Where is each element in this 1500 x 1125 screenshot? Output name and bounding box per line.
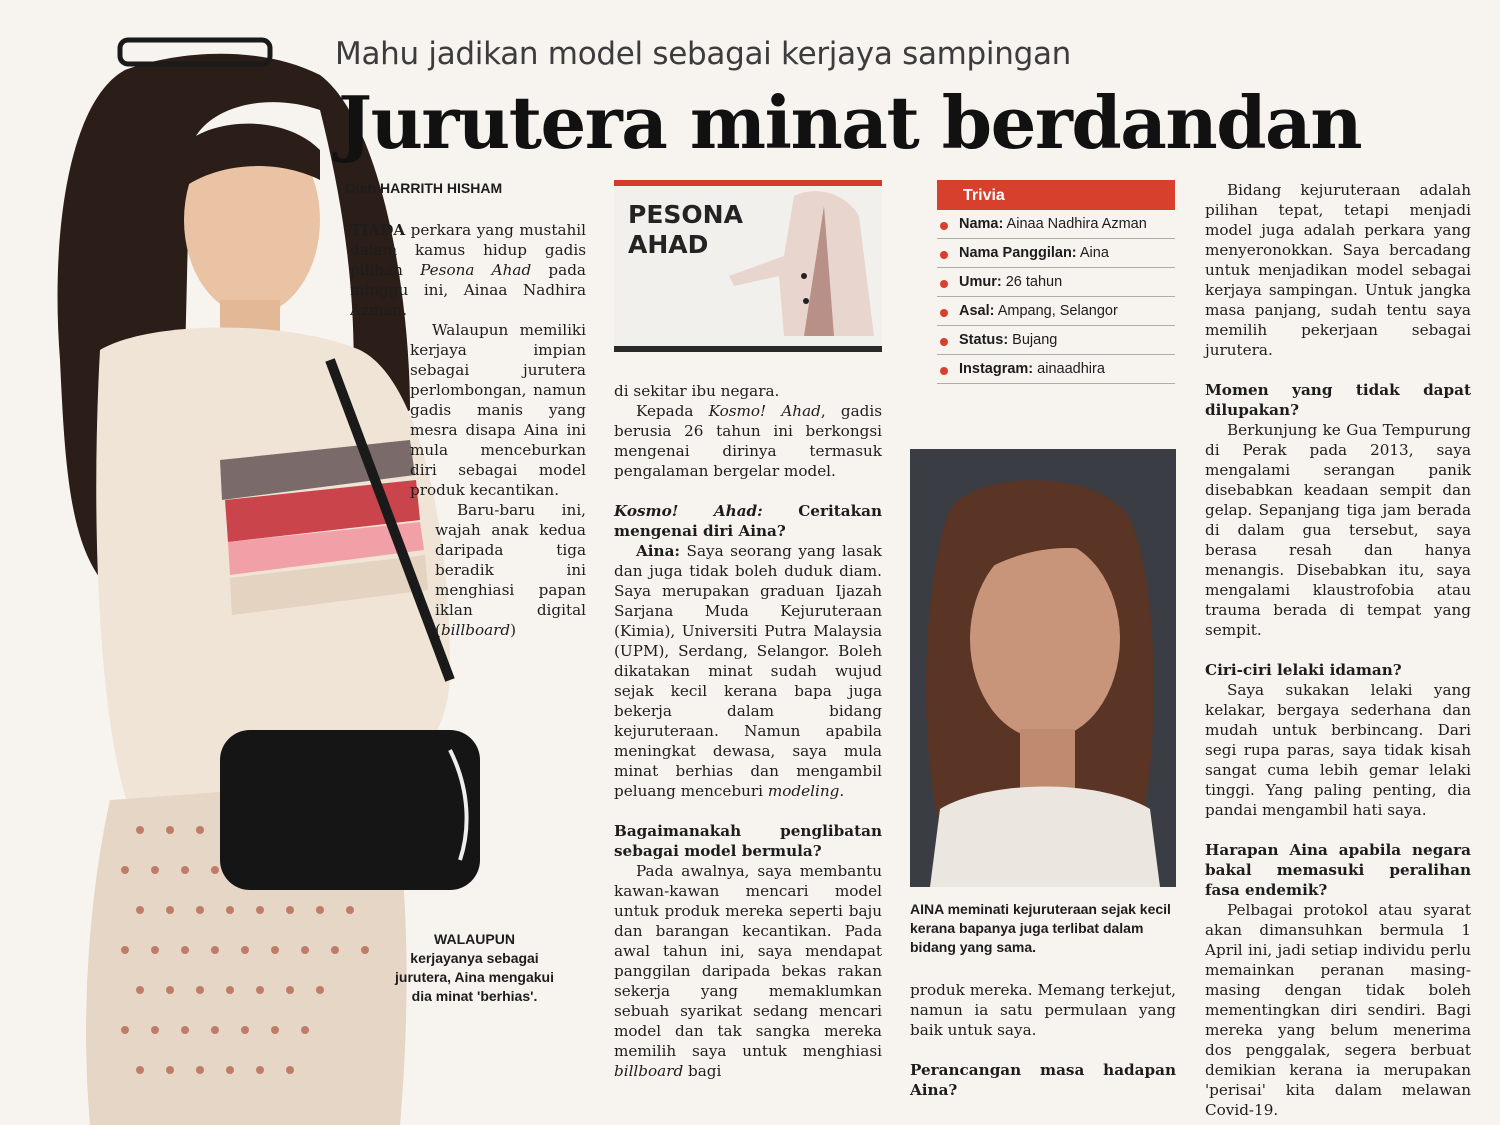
article-headline: Jurutera minat berdandan [338, 80, 1362, 165]
column-2 [614, 381, 882, 1081]
trivia-label: Instagram: [959, 361, 1034, 377]
trivia-row-origin [937, 297, 1175, 326]
col2-answer-1 [614, 541, 882, 801]
col2-a2-em: billboard [614, 1062, 684, 1080]
col2-a2-end: bagi [683, 1062, 722, 1080]
portrait-photo [910, 449, 1176, 887]
col1-paragraph-2: Walaupun memiliki kerjaya impian sebagai jurutera perlombongan, namun gadis manis yang mesra disapa Aina ini mula menceburkan diri sebagai model produk kecantikan. [410, 321, 586, 499]
portrait-caption: AINA meminati kejuruteraan sejak kecil kerana bapanya juga terlibat dalam bidang yang sama. [910, 901, 1171, 955]
pesona-illustration [684, 186, 882, 336]
col2-a2-text: Pada awalnya, saya membantu kawan-kawan mencari model untuk produk mereka seperti baju dan barangan kecantikan. Pada awal tahun ini, saya mendapat panggilan daripada bekas rakan sekerja yang memaklumkan sebuah syarikat sedang mencari model dan tak sangka mereka memilih saya untuk menghiasi [614, 862, 882, 1060]
main-photo-caption [392, 930, 557, 1006]
caption-text: kerjayanya sebagai jurutera, Aina mengakui dia minat 'berhias'. [395, 950, 554, 1004]
trivia-value: 26 tahun [1001, 274, 1063, 290]
article-kicker: Mahu jadikan model sebagai kerjaya sampingan [335, 36, 1071, 72]
trivia-label: Umur: [959, 274, 1002, 290]
trivia-row-instagram [937, 355, 1175, 384]
trivia-label: Nama Panggilan: [959, 245, 1077, 261]
col2-q1-text: Ceritakan mengenai diri Aina? [614, 502, 883, 540]
col1-text-end: pada minggu ini, Ainaa Nadhira Azman. [350, 261, 586, 319]
col2-a1-lead: Aina: [636, 542, 681, 560]
col2-question-1 [614, 501, 882, 541]
col4-answer-3: Pelbagai protokol atau syarat akan dimansuhkan bermula 1 April ini, jadi setiap individu perlu memainkan peranan masing-masing dengan tidak boleh mementingkan diri sendiri. Bagi mereka yang belum menerima dos penggalak, segera berbuat demikian kerana ia merupakan 'perisai' kita dalam melawan Covid-19. [1205, 901, 1471, 1119]
col1-text: perkara yang mustahil dalam kamus hidup gadis pilihan [350, 221, 586, 279]
col2-paragraph-1: di sekitar ibu negara. [614, 382, 780, 400]
trivia-value: ainaadhira [1033, 361, 1105, 377]
col2-q1-em: Kosmo! Ahad: [614, 502, 763, 520]
trivia-row-name [937, 210, 1175, 239]
pesona-line-2: AHAD [628, 230, 709, 259]
col4-question-3: Harapan Aina apabila negara bakal memasuki peralihan fasa endemik? [1205, 841, 1471, 899]
col3-paragraph-1: produk mereka. Memang terkejut, namun ia satu permulaan yang baik untuk saya. [910, 981, 1176, 1039]
col2-a1-end: . [839, 782, 845, 800]
trivia-title: Trivia [937, 180, 1175, 210]
trivia-box [937, 180, 1175, 384]
byline: Oleh HARRITH HISHAM [345, 180, 503, 196]
trivia-value: Aina [1076, 245, 1109, 261]
trivia-value: Ainaa Nadhira Azman [1003, 216, 1147, 232]
col2-question-2: Bagaimanakah penglibatan sebagai model bermula? [614, 822, 882, 860]
col3-question: Perancangan masa hadapan Aina? [910, 1061, 1176, 1099]
col2-p2-a: Kepada [636, 402, 709, 420]
col1-p3-end: ) [510, 621, 517, 639]
trivia-row-status [937, 326, 1175, 355]
col1-p3-em: billboard [440, 621, 511, 639]
column-4 [1205, 180, 1471, 1120]
caption-lead: WALAUPUN [434, 931, 515, 947]
col2-a1-em: modeling [767, 782, 840, 800]
lead-word: TIADA [350, 221, 406, 239]
col4-question-2: Ciri-ciri lelaki idaman? [1205, 661, 1402, 679]
col2-a1-text: Saya seorang yang lasak dan juga tidak boleh duduk diam. Saya merupakan graduan Ijazah Sarjana Muda Kejuruteraan (Kimia), Universiti Putra Malaysia (UPM), Serdang, Selangor. Boleh dikatakan minat sudah wujud sejak kecil kerana bapa juga bekerja dalam bidang kejuruteraan. Namun apabila meningkat dewasa, saya mula minat berhias dan mengambil peluang menceburi [614, 542, 882, 800]
trivia-label: Status: [959, 332, 1009, 348]
trivia-label: Asal: [959, 303, 995, 319]
trivia-label: Nama: [959, 216, 1004, 232]
col1-paragraph-3 [350, 500, 586, 640]
col2-p2-em: Kosmo! Ahad [708, 402, 821, 420]
col2-answer-2 [614, 861, 882, 1081]
trivia-row-nickname [937, 239, 1175, 268]
col4-question-1: Momen yang tidak dapat dilupakan? [1205, 381, 1471, 419]
column-3 [910, 980, 1176, 1100]
col4-answer-1: Berkunjung ke Gua Tempurung di Perak pada 2013, saya mengalami serangan panik disebabkan keadaan sempit dan gelap. Sepanjang tiga jam berada di dalam gua tersebut, saya berasa resah dan hanya menangis. Disebabkan itu, saya mengalami klaustrofobia atau trauma berada di tempat yang sempit. [1205, 421, 1471, 639]
column-1 [350, 220, 586, 640]
pesona-line-1: PESONA [628, 200, 743, 229]
col2-p2-b: , gadis berusia 26 tahun ini berkongsi mengenai dirinya termasuk pengalaman bergelar model. [614, 402, 882, 480]
pesona-ahad-box [614, 180, 882, 352]
col1-p3-text: Baru-baru ini, wajah anak kedua daripada tiga beradik ini menghiasi papan iklan digital ( [435, 501, 586, 639]
trivia-value: Ampang, Selangor [994, 303, 1118, 319]
col1-em: Pesona Ahad [420, 261, 532, 279]
trivia-value: Bujang [1008, 332, 1058, 348]
col4-paragraph-1: Bidang kejuruteraan adalah pilihan tepat, tetapi menjadi model juga adalah perkara yang menyeronokkan. Saya bercadang untuk menjadikan model sebagai kerjaya sampingan. Untuk jangka masa panjang, sudah tentu saya memilih pekerjaan sebagai jurutera. [1205, 181, 1471, 359]
col4-answer-2: Saya sukakan lelaki yang kelakar, bergaya sederhana dan mudah untuk berbincang. Dari segi rupa paras, saya tidak kisah sangat cuma lebih gemar lelaki tinggi. Yang paling penting, dia pandai mengambil hati saya. [1205, 681, 1471, 819]
col2-paragraph-2 [614, 401, 882, 481]
trivia-row-age [937, 268, 1175, 297]
